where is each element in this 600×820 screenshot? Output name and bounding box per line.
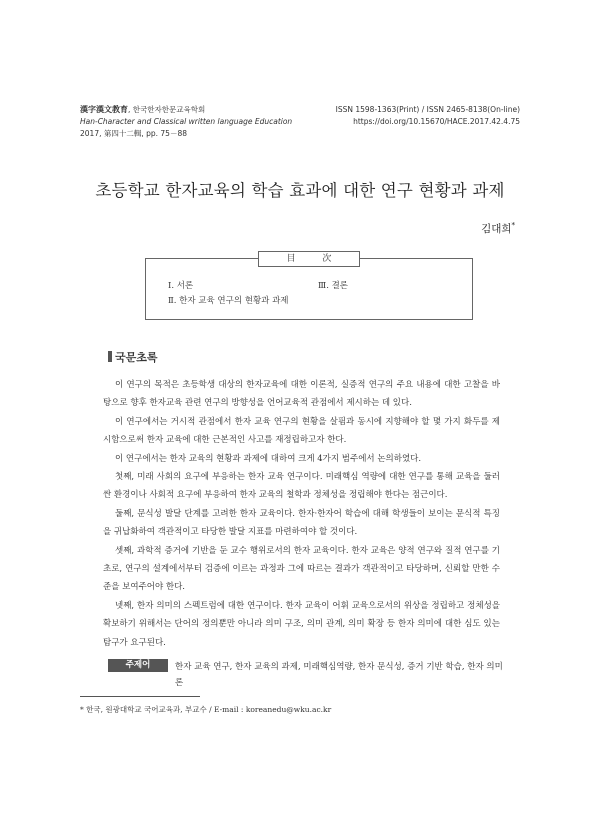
- journal-header: 漢字漢文教育, 한국한자한문교육학회 Han-Character and Classical written language Education 2017, 第四十二輯, pp. 75－88: [80, 105, 293, 138]
- abstract-body: [103, 376, 500, 652]
- toc-item-conclusion: Ⅲ. 결론: [318, 281, 349, 291]
- abstract-paragraph: 첫째, 미래 사회의 요구에 부응하는 한자 교육 연구이다. 미래핵심 역량에 대한 연구를 통해 교육을 둘러싼 환경이나 사회적 요구에 부응하여 한자 교육의 철학과 정체성을 정립해야 한다는 점근이다.: [103, 472, 500, 501]
- author-footnote: * 한국, 원광대학교 국어교육과, 부교수 / E-mail : koreanedu@wku.ac.kr: [80, 705, 332, 714]
- abstract-heading: [108, 349, 158, 365]
- journal-volume: 2017, 第四十二輯, pp. 75－88: [80, 129, 187, 138]
- abstract-paragraph: 이 연구에서는 한자 교육의 현황과 과제에 대하여 크게 4가지 범주에서 논의하였다.: [115, 453, 422, 464]
- paper-title: 초등학교 한자교육의 학습 효과에 대한 연구 현황과 과제: [95, 181, 505, 200]
- heading-bar-icon: [108, 351, 112, 362]
- keywords-text: 한자 교육 연구, 한자 교육의 과제, 미래핵심역량, 한자 문식성, 증거 기반 학습, 한자 의미론: [175, 662, 503, 688]
- author: [481, 221, 515, 236]
- toc-item-intro: Ⅰ. 서론: [168, 281, 194, 291]
- abstract-paragraph: 둘째, 문식성 발달 단계를 고려한 한자 교육이다. 한자·한자어 학습에 대해 학생들이 보이는 문식적 특징을 귀납화하여 객관적이고 타당한 발달 지표를 마련하여야 할 것이다.: [103, 508, 500, 538]
- abstract-paragraph: 이 연구에서는 거시적 관점에서 한자 교육 연구의 현황을 살핌과 동시에 지향해야 할 몇 가지 화두를 제시함으로써 한자 교육에 대한 근본적인 사고를 재정립하고자 한다.: [103, 416, 500, 446]
- author-footnote-mark: *: [511, 221, 515, 230]
- issn-block: [336, 104, 520, 128]
- author-name: 김대희: [481, 223, 512, 235]
- footnote-divider: [80, 696, 200, 697]
- doi-link[interactable]: https://doi.org/10.15670/HACE.2017.42.4.75: [353, 117, 520, 126]
- journal-society: 한국한자한문교육학회: [132, 105, 206, 114]
- issn: ISSN 1598-1363(Print) / ISSN 2465-8138(On-line): [335, 105, 520, 114]
- abstract-paragraph: 이 연구의 목적은 초등학생 대상의 한자교육에 대한 이론적, 실증적 연구의 주요 내용에 대한 고찰을 바탕으로 향후 한자교육 관련 연구의 방향성을 언어교육적 관점에서 제시하는 데 있다.: [103, 380, 500, 409]
- keywords-label: 주제어: [108, 659, 168, 672]
- abstract-heading-text: 국문초록: [115, 351, 158, 364]
- toc-label: 目 次: [258, 251, 360, 267]
- journal-brand: 漢字漢文教育: [80, 105, 128, 114]
- table-of-contents: [145, 254, 473, 320]
- abstract-paragraph: 셋째, 과학적 증거에 기반을 둔 교수 행위로서의 한자 교육이다. 한자 교육은 양적 연구와 질적 연구를 기초로, 연구의 설계에서부터 검증에 이르는 과정과 그에 따르는 결과가 객관적이고 타당하며, 신뢰할 만한 수준을 보여주어야 한다.: [103, 545, 500, 593]
- abstract-paragraph: 넷째, 한자 의미의 스펙트럼에 대한 연구이다. 한자 교육이 어휘 교육으로서의 위상을 정립하고 정체성을 확보하기 위해서는 단어의 정의뿐만 아니라 의미 구조, 의미 관계, 의미 확장 등 한자 의미에 대한 심도 있는 탐구가 요구된다.: [103, 600, 500, 648]
- journal-english-title: Han-Character and Classical written language Education: [80, 117, 293, 126]
- toc-item-status: Ⅱ. 한자 교육 연구의 현황과 과제: [168, 296, 289, 306]
